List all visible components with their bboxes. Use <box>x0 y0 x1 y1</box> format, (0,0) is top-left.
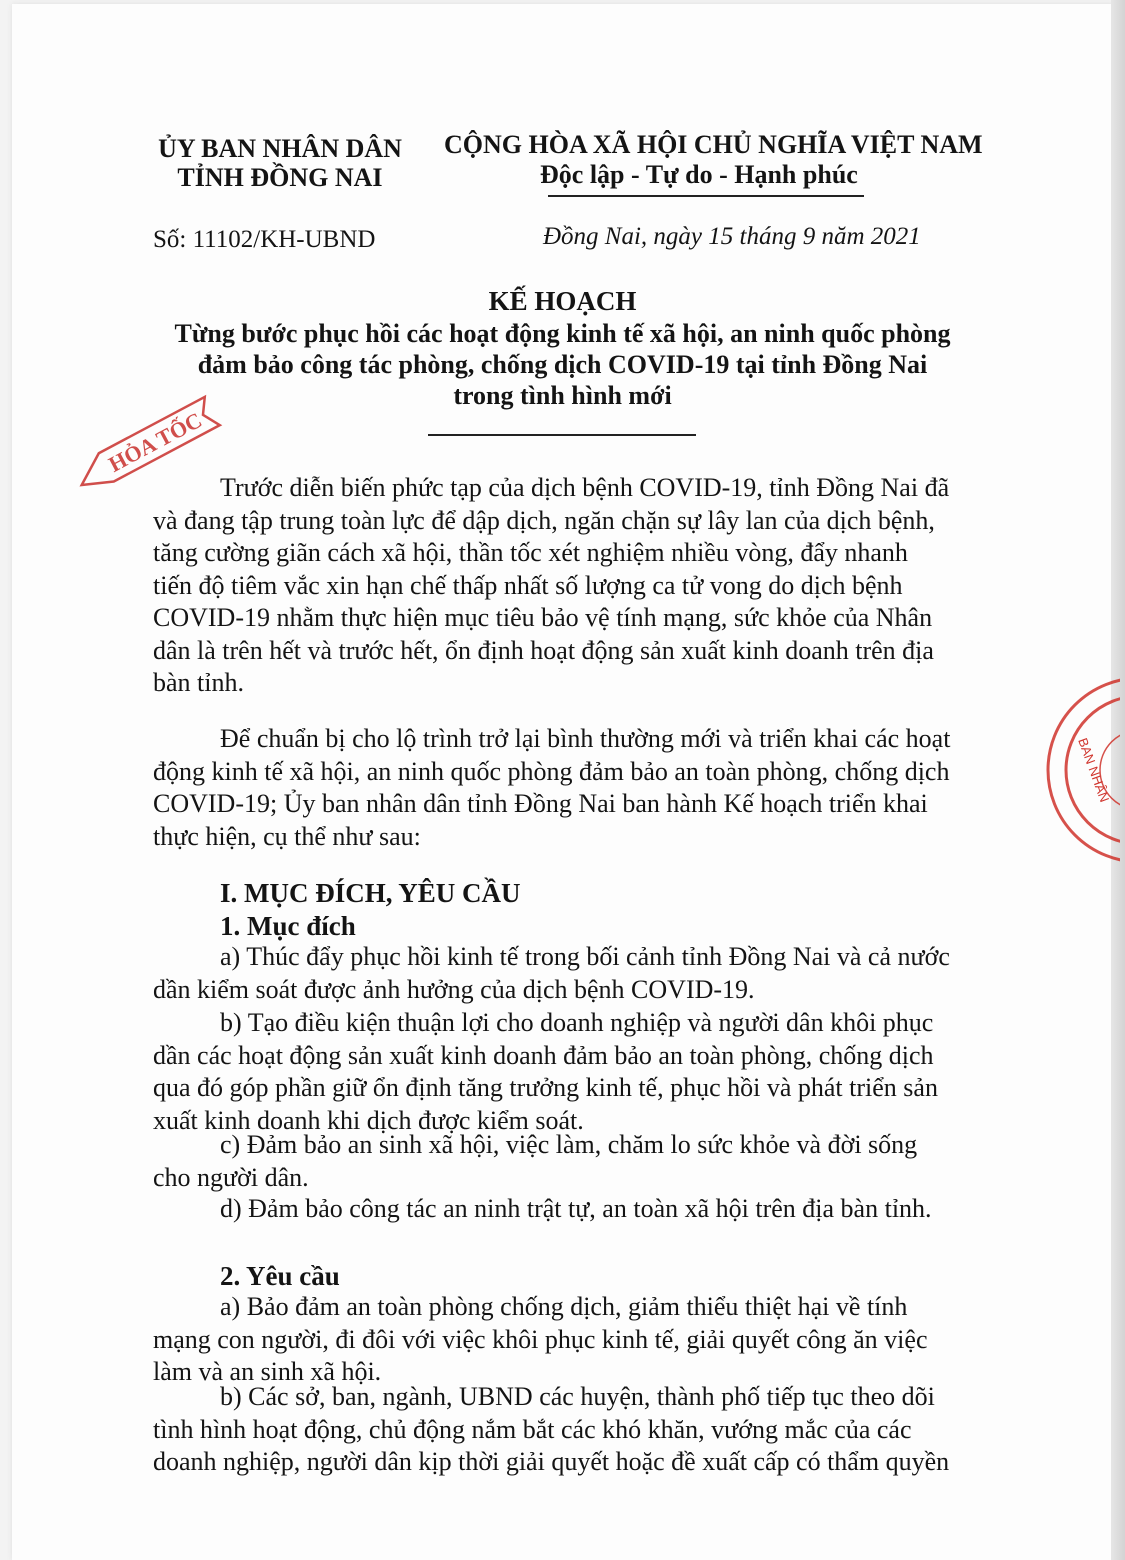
intro-paragraph-line: tăng cường giãn cách xã hội, thần tốc xét nghiệm nhiều vòng, đẩy nhanh <box>153 538 908 567</box>
section-heading: I. MỤC ĐÍCH, YÊU CẦU <box>220 878 521 908</box>
requirement-b-line: tình hình hoạt động, chủ động nắm bắt các khó khăn, vướng mắc của các <box>153 1414 912 1444</box>
requirement-b-line: b) Các sở, ban, ngành, UBND các huyện, thành phố tiếp tục theo dõi <box>220 1382 935 1411</box>
scope-paragraph-line: động kinh tế xã hội, an ninh quốc phòng đảm bảo an toàn phòng, chống dịch <box>153 756 950 786</box>
title-line-2: đảm bảo công tác phòng, chống dịch COVID-19 tại tỉnh Đồng Nai <box>197 350 928 379</box>
agency-name-line2: TỈNH ĐỒNG NAI <box>177 163 383 192</box>
motto-underline <box>548 195 864 197</box>
document-date: Đồng Nai, ngày 15 tháng 9 năm 2021 <box>543 223 921 250</box>
purpose-a-line: dần kiểm soát được ảnh hưởng của dịch bệnh COVID-19. <box>153 974 755 1004</box>
purpose-c-line: c) Đảm bảo an sinh xã hội, việc làm, chăm lo sức khỏe và đời sống <box>220 1130 918 1159</box>
national-title: CỘNG HÒA XÃ HỘI CHỦ NGHĨA VIỆT NAM <box>444 130 983 159</box>
purpose-b-line: dần các hoạt động sản xuất kinh doanh đảm bảo an toàn phòng, chống dịch <box>153 1040 934 1070</box>
urgent-stamp-text: HỎA TỐC <box>104 407 206 477</box>
official-seal <box>1040 670 1120 870</box>
intro-paragraph-line: bàn tỉnh. <box>153 668 244 697</box>
purpose-b-line: xuất kinh doanh khi dịch được kiểm soát. <box>153 1105 584 1135</box>
scope-paragraph-line: Để chuẩn bị cho lộ trình trở lại bình thường mới và triển khai các hoạt <box>220 724 951 753</box>
intro-paragraph-line: Trước diễn biến phức tạp của dịch bệnh COVID-19, tỉnh Đồng Nai đã <box>220 473 950 502</box>
requirement-a-line: mạng con người, đi đôi với việc khôi phục kinh tế, giải quyết công ăn việc <box>153 1324 928 1354</box>
seal-text: BAN NHÂN <box>1075 735 1113 805</box>
national-motto: Độc lập - Tự do - Hạnh phúc <box>540 160 858 189</box>
agency-name-line1: ỦY BAN NHÂN DÂN <box>158 134 402 163</box>
scope-paragraph-line: COVID-19; Ủy ban nhân dân tỉnh Đồng Nai ban hành Kế hoạch triển khai <box>153 789 928 818</box>
purpose-d: d) Đảm bảo công tác an ninh trật tự, an toàn xã hội trên địa bàn tỉnh. <box>220 1194 932 1223</box>
requirement-a-line: a) Bảo đảm an toàn phòng chống dịch, giảm thiểu thiệt hại về tính <box>220 1292 908 1321</box>
title-line-3: trong tình hình mới <box>453 381 672 410</box>
purpose-c-line: cho người dân. <box>153 1162 309 1192</box>
subsection-heading: 1. Mục đích <box>220 911 356 941</box>
intro-paragraph-line: tiến độ tiêm vắc xin hạn chế thấp nhất số lượng ca tử vong do dịch bệnh <box>153 570 903 600</box>
document-type-title: KẾ HOẠCH <box>488 286 637 316</box>
title-line-1: Từng bước phục hồi các hoạt động kinh tế xã hội, an ninh quốc phòng <box>174 319 951 348</box>
purpose-b-line: qua đó góp phần giữ ổn định tăng trưởng kinh tế, phục hồi và phát triển sản <box>153 1073 938 1102</box>
intro-paragraph-line: và đang tập trung toàn lực để dập dịch, ngăn chặn sự lây lan của dịch bệnh, <box>153 505 935 535</box>
document-number: Số: 11102/KH-UBND <box>153 226 376 253</box>
intro-paragraph-line: dân là trên hết và trước hết, ổn định hoạt động sản xuất kinh doanh trên địa <box>153 635 934 665</box>
scope-paragraph-line: thực hiện, cụ thể như sau: <box>153 821 421 851</box>
title-underline <box>428 434 696 436</box>
subsection-heading: 2. Yêu cầu <box>220 1261 340 1291</box>
requirement-a-line: làm và an sinh xã hội. <box>153 1357 382 1386</box>
purpose-b-line: b) Tạo điều kiện thuận lợi cho doanh nghiệp và người dân khôi phục <box>220 1008 934 1037</box>
urgent-stamp <box>60 388 240 498</box>
requirement-b-line: doanh nghiệp, người dân kịp thời giải quyết hoặc đề xuất cấp có thẩm quyền <box>153 1447 950 1476</box>
intro-paragraph-line: COVID-19 nhằm thực hiện mục tiêu bảo vệ tính mạng, sức khỏe của Nhân <box>153 603 933 632</box>
purpose-a-line: a) Thúc đẩy phục hồi kinh tế trong bối cảnh tỉnh Đồng Nai và cả nước <box>220 942 950 971</box>
